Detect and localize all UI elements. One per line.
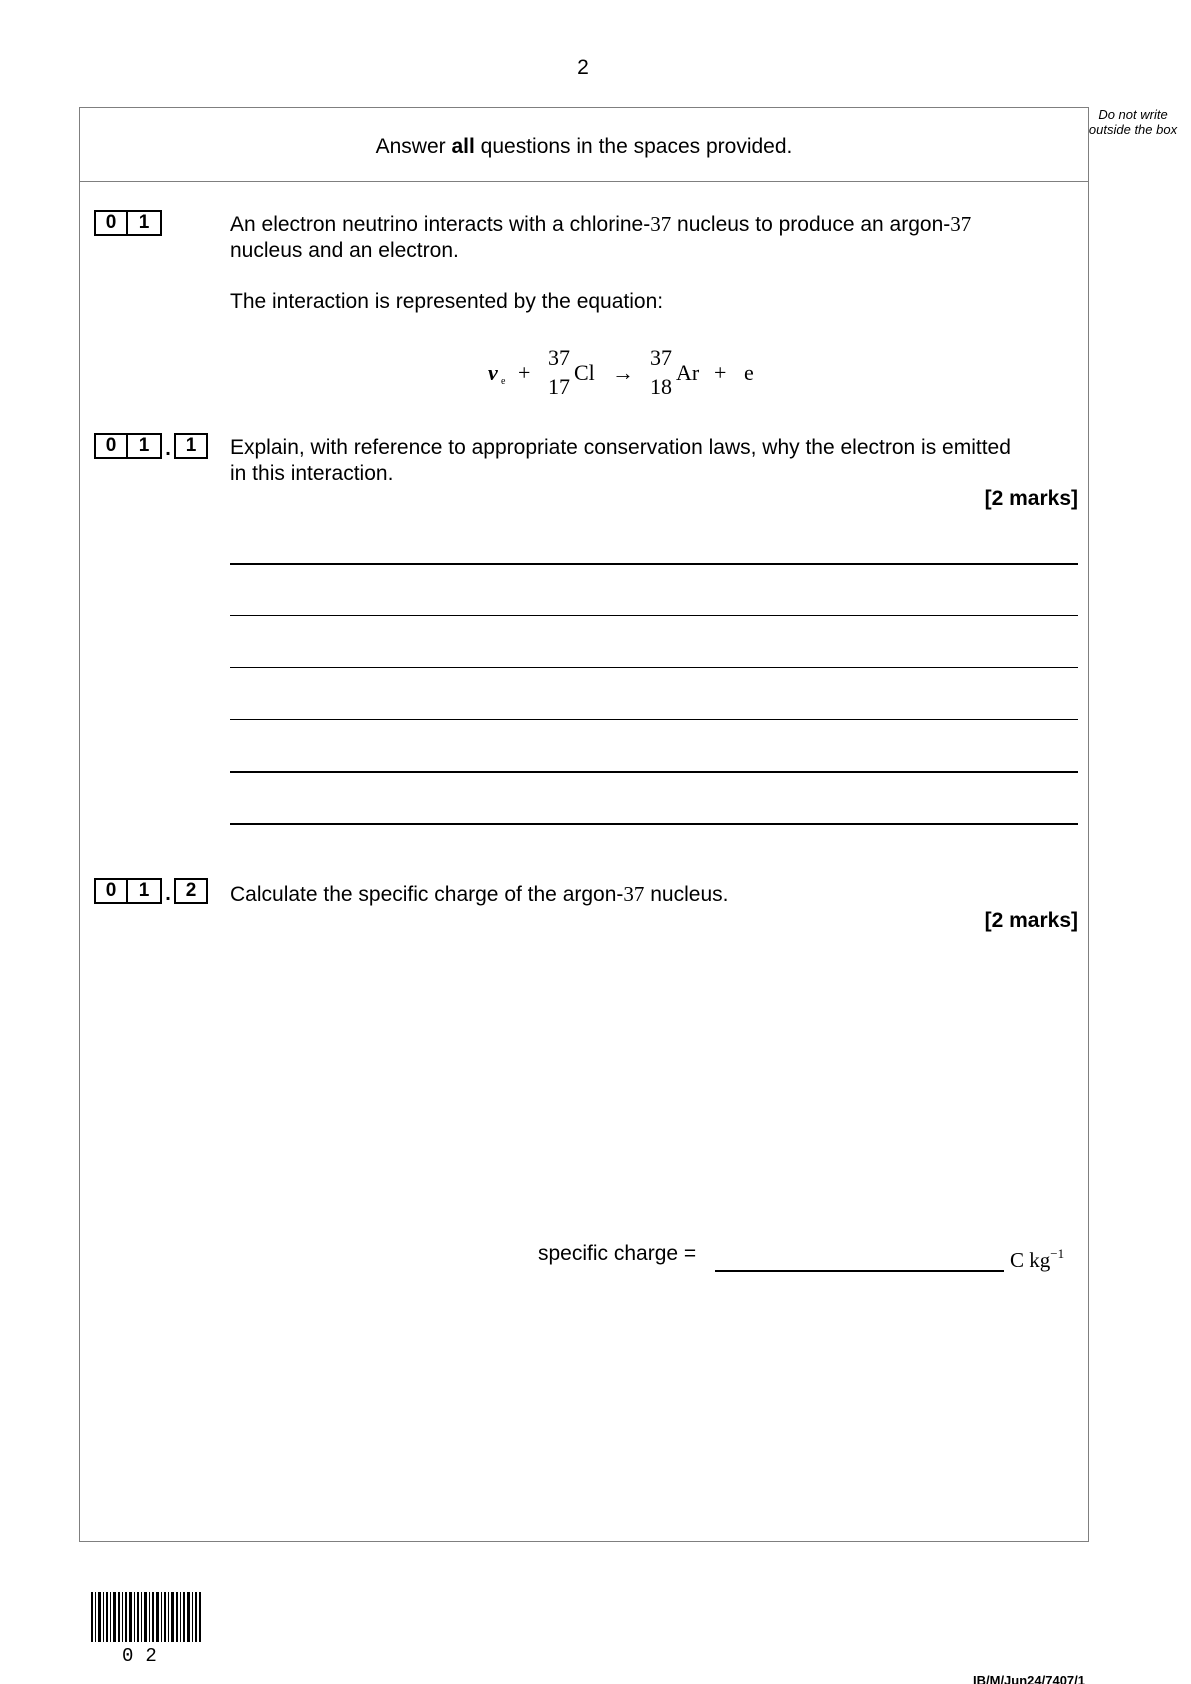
question-dot: . [165, 438, 171, 460]
margin-note: Do not write outside the box [1088, 107, 1178, 137]
electron-symbol: e [744, 360, 754, 385]
argon-mass-number: 37 [650, 345, 672, 370]
equation-intro: The interaction is represented by the equation: [230, 290, 664, 313]
argon-symbol: Ar [676, 360, 700, 385]
argon-atomic-number: 18 [650, 374, 672, 399]
reaction-arrow: → [612, 360, 634, 385]
nuclear-equation [488, 342, 788, 402]
specific-charge-unit: C $kg^{-1}$ [1010, 1246, 1065, 1272]
answer-line[interactable] [230, 823, 1078, 825]
specific-charge-answer-line[interactable] [715, 1270, 1004, 1272]
question-digit: 0 [94, 433, 128, 459]
question-digit: 1 [174, 433, 208, 459]
answer-line[interactable] [230, 719, 1078, 720]
question-digit: 0 [94, 210, 128, 236]
paper-reference: IB/M/Jun24/7407/1 [973, 1673, 1085, 1684]
marks-label: [2 marks] [984, 487, 1078, 510]
specific-charge-label: specific charge = [538, 1242, 697, 1265]
question-01-2-text: Calculate the specific charge of the argon-37 nucleus. [230, 882, 729, 906]
marks-label: [2 marks] [984, 909, 1078, 932]
page-number: 2 [577, 56, 589, 79]
question-digit: 2 [174, 878, 208, 904]
question-number-01-1 [94, 433, 208, 459]
answer-line[interactable] [230, 771, 1078, 773]
neutrino-symbol: ν [488, 360, 498, 385]
question-01-intro: An electron neutrino interacts with a chlorine-37 nucleus to produce an argon-37 nucleus and an electron. [230, 212, 972, 262]
question-digit: 1 [128, 210, 162, 236]
question-number-01 [94, 210, 162, 236]
question-number-01-2 [94, 878, 208, 904]
plus-sign: + [518, 360, 531, 385]
chlorine-atomic-number: 17 [548, 374, 570, 399]
plus-sign: + [714, 360, 727, 385]
chlorine-symbol: Cl [574, 360, 595, 385]
barcode-digits: 02 [122, 1645, 169, 1667]
instructions-text: Answer all questions in the spaces provided. [375, 135, 793, 158]
question-dot: . [165, 883, 171, 905]
question-digit: 0 [94, 878, 128, 904]
chlorine-mass-number: 37 [548, 345, 570, 370]
question-digit: 1 [128, 433, 162, 459]
answer-line[interactable] [230, 615, 1078, 616]
question-digit: 1 [128, 878, 162, 904]
answer-line[interactable] [230, 563, 1078, 565]
barcode-icon [91, 1592, 203, 1642]
instructions-header [80, 108, 1088, 182]
answer-line[interactable] [230, 667, 1078, 668]
question-01-1-text: Explain, with reference to appropriate conservation laws, why the electron is emitted in this interaction. [230, 436, 1011, 485]
neutrino-subscript: e [501, 376, 506, 387]
